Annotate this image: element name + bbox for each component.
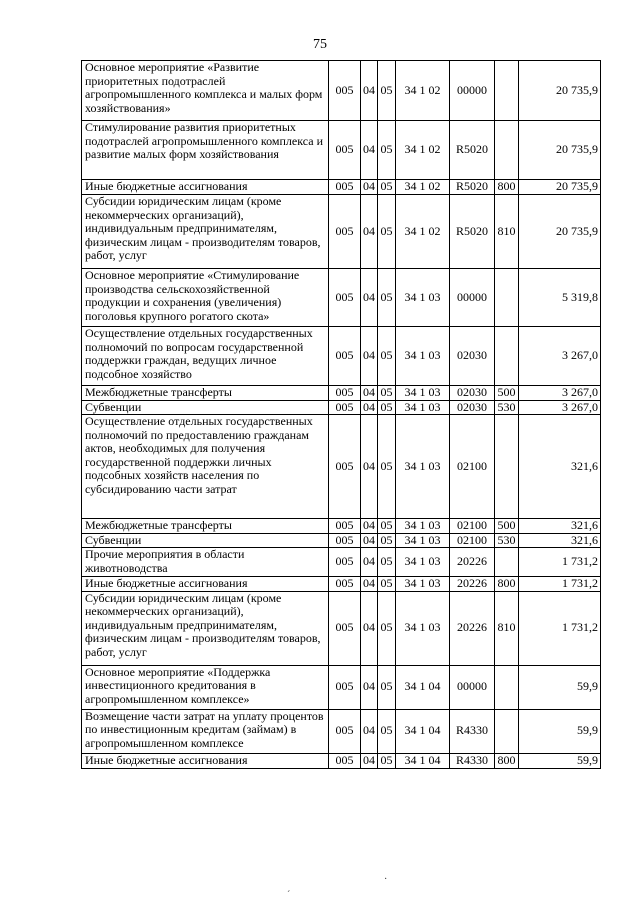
row-kind: 500 — [495, 386, 519, 401]
budget-table-body — [82, 61, 601, 769]
row-sum: 59,9 — [519, 665, 601, 709]
row-direction: 02030 — [450, 386, 495, 401]
row-kind: 810 — [495, 195, 519, 269]
row-subsection: 05 — [378, 269, 396, 327]
row-section: 04 — [361, 327, 378, 386]
row-program: 34 1 02 — [396, 180, 450, 195]
row-kind — [495, 327, 519, 386]
row-direction: 02100 — [450, 415, 495, 519]
table-row — [82, 121, 601, 180]
table-row — [82, 533, 601, 548]
row-subsection: 05 — [378, 753, 396, 768]
table-row — [82, 61, 601, 121]
row-section: 04 — [361, 709, 378, 753]
row-subsection: 05 — [378, 591, 396, 665]
row-kind: 800 — [495, 753, 519, 768]
row-kind: 500 — [495, 519, 519, 534]
row-name: Основное мероприятие «Развитие приоритетных подотраслей агропромышленного комплекса и малых форм хозяйствования» — [82, 61, 329, 121]
page-number: 75 — [313, 37, 327, 52]
row-sum: 59,9 — [519, 753, 601, 768]
row-code: 005 — [329, 180, 361, 195]
row-section: 04 — [361, 195, 378, 269]
row-sum: 1 731,2 — [519, 548, 601, 577]
row-name: Возмещение части затрат на уплату процентов по инвестиционным кредитам (займам) в агропромышленном комплексе — [82, 709, 329, 753]
row-section: 04 — [361, 591, 378, 665]
row-kind: 800 — [495, 577, 519, 592]
row-sum: 20 735,9 — [519, 121, 601, 180]
row-program: 34 1 03 — [396, 548, 450, 577]
row-code: 005 — [329, 591, 361, 665]
row-name: Прочие мероприятия в области животноводства — [82, 548, 329, 577]
row-program: 34 1 03 — [396, 533, 450, 548]
table-row — [82, 709, 601, 753]
table-row — [82, 400, 601, 415]
row-direction: 20226 — [450, 577, 495, 592]
row-subsection: 05 — [378, 415, 396, 519]
row-code: 005 — [329, 415, 361, 519]
table-row — [82, 591, 601, 665]
row-subsection: 05 — [378, 195, 396, 269]
row-code: 005 — [329, 327, 361, 386]
row-direction: 00000 — [450, 269, 495, 327]
row-section: 04 — [361, 519, 378, 534]
row-kind — [495, 61, 519, 121]
row-sum: 321,6 — [519, 415, 601, 519]
row-code: 005 — [329, 519, 361, 534]
row-subsection: 05 — [378, 386, 396, 401]
row-program: 34 1 04 — [396, 753, 450, 768]
row-direction: R5020 — [450, 180, 495, 195]
budget-table — [81, 60, 601, 769]
row-sum: 59,9 — [519, 709, 601, 753]
row-kind: 800 — [495, 180, 519, 195]
row-subsection: 05 — [378, 533, 396, 548]
row-section: 04 — [361, 400, 378, 415]
row-direction: 20226 — [450, 548, 495, 577]
row-kind — [495, 665, 519, 709]
row-section: 04 — [361, 269, 378, 327]
row-section: 04 — [361, 533, 378, 548]
row-program: 34 1 03 — [396, 591, 450, 665]
row-name: Иные бюджетные ассигнования — [82, 577, 329, 592]
row-code: 005 — [329, 753, 361, 768]
row-subsection: 05 — [378, 121, 396, 180]
row-subsection: 05 — [378, 180, 396, 195]
row-code: 005 — [329, 709, 361, 753]
row-sum: 20 735,9 — [519, 61, 601, 121]
row-code: 005 — [329, 195, 361, 269]
row-direction: 02030 — [450, 327, 495, 386]
row-kind — [495, 269, 519, 327]
row-name: Субсидии юридическим лицам (кроме некоммерческих организаций), индивидуальным предпринимателям, физическим лицам - производителям товаров, работ, услуг — [82, 591, 329, 665]
row-sum: 3 267,0 — [519, 400, 601, 415]
row-section: 04 — [361, 61, 378, 121]
row-name: Межбюджетные трансферты — [82, 386, 329, 401]
row-sum: 5 319,8 — [519, 269, 601, 327]
row-subsection: 05 — [378, 61, 396, 121]
row-name: Иные бюджетные ассигнования — [82, 753, 329, 768]
row-subsection: 05 — [378, 709, 396, 753]
row-code: 005 — [329, 577, 361, 592]
row-kind: 810 — [495, 591, 519, 665]
row-code: 005 — [329, 121, 361, 180]
row-program: 34 1 03 — [396, 400, 450, 415]
row-kind — [495, 709, 519, 753]
row-section: 04 — [361, 665, 378, 709]
row-name: Основное мероприятие «Стимулирование производства сельскохозяйственной продукции и сохранения (увеличения) поголовья крупного рогатого скота» — [82, 269, 329, 327]
row-direction: R4330 — [450, 753, 495, 768]
row-sum: 1 731,2 — [519, 591, 601, 665]
row-code: 005 — [329, 61, 361, 121]
row-direction: 20226 — [450, 591, 495, 665]
row-sum: 20 735,9 — [519, 195, 601, 269]
row-sum: 1 731,2 — [519, 577, 601, 592]
row-kind: 530 — [495, 533, 519, 548]
scan-mark: · — [384, 874, 388, 885]
table-row — [82, 519, 601, 534]
row-name: Иные бюджетные ассигнования — [82, 180, 329, 195]
row-direction: 00000 — [450, 665, 495, 709]
row-section: 04 — [361, 180, 378, 195]
table-row — [82, 548, 601, 577]
row-kind — [495, 121, 519, 180]
row-direction: R5020 — [450, 121, 495, 180]
row-program: 34 1 04 — [396, 709, 450, 753]
row-program: 34 1 03 — [396, 269, 450, 327]
row-name: Межбюджетные трансферты — [82, 519, 329, 534]
table-row — [82, 180, 601, 195]
row-sum: 321,6 — [519, 519, 601, 534]
table-row — [82, 386, 601, 401]
row-direction: 00000 — [450, 61, 495, 121]
row-code: 005 — [329, 548, 361, 577]
row-section: 04 — [361, 121, 378, 180]
row-sum: 3 267,0 — [519, 386, 601, 401]
row-program: 34 1 03 — [396, 386, 450, 401]
row-sum: 20 735,9 — [519, 180, 601, 195]
row-program: 34 1 03 — [396, 327, 450, 386]
row-program: 34 1 03 — [396, 415, 450, 519]
table-row — [82, 577, 601, 592]
row-kind — [495, 548, 519, 577]
row-name: Осуществление отдельных государственных полномочий по предоставлению гражданам актов, необходимых для получения государственной поддержки личных подсобных хозяйств населения по субсидированию части затрат — [82, 415, 329, 519]
row-direction: 02030 — [450, 400, 495, 415]
row-program: 34 1 02 — [396, 61, 450, 121]
row-program: 34 1 02 — [396, 121, 450, 180]
row-subsection: 05 — [378, 665, 396, 709]
row-name: Субвенции — [82, 400, 329, 415]
row-subsection: 05 — [378, 519, 396, 534]
table-row — [82, 269, 601, 327]
row-subsection: 05 — [378, 548, 396, 577]
row-direction: R5020 — [450, 195, 495, 269]
row-section: 04 — [361, 753, 378, 768]
row-kind: 530 — [495, 400, 519, 415]
row-sum: 321,6 — [519, 533, 601, 548]
row-direction: 02100 — [450, 533, 495, 548]
table-row — [82, 665, 601, 709]
row-program: 34 1 03 — [396, 519, 450, 534]
row-kind — [495, 415, 519, 519]
row-name: Осуществление отдельных государственных полномочий по вопросам государственной поддержки граждан, ведущих личное подсобное хозяйство — [82, 327, 329, 386]
row-section: 04 — [361, 548, 378, 577]
row-direction: 02100 — [450, 519, 495, 534]
table-row — [82, 753, 601, 768]
row-subsection: 05 — [378, 577, 396, 592]
scan-mark: ˊ — [287, 890, 291, 901]
row-section: 04 — [361, 386, 378, 401]
table-row — [82, 195, 601, 269]
table-row — [82, 327, 601, 386]
row-name: Основное мероприятие «Поддержка инвестиционного кредитования в агропромышленном комплексе» — [82, 665, 329, 709]
row-code: 005 — [329, 386, 361, 401]
row-program: 34 1 02 — [396, 195, 450, 269]
row-sum: 3 267,0 — [519, 327, 601, 386]
row-program: 34 1 04 — [396, 665, 450, 709]
row-name: Стимулирование развития приоритетных подотраслей агропромышленного комплекса и развитие малых форм хозяйствования — [82, 121, 329, 180]
row-section: 04 — [361, 577, 378, 592]
row-section: 04 — [361, 415, 378, 519]
row-program: 34 1 03 — [396, 577, 450, 592]
table-row — [82, 415, 601, 519]
row-code: 005 — [329, 400, 361, 415]
row-name: Субвенции — [82, 533, 329, 548]
row-subsection: 05 — [378, 327, 396, 386]
row-code: 005 — [329, 533, 361, 548]
row-subsection: 05 — [378, 400, 396, 415]
row-name: Субсидии юридическим лицам (кроме некоммерческих организаций), индивидуальным предпринимателям, физическим лицам - производителям товаров, работ, услуг — [82, 195, 329, 269]
row-direction: R4330 — [450, 709, 495, 753]
row-code: 005 — [329, 269, 361, 327]
row-code: 005 — [329, 665, 361, 709]
